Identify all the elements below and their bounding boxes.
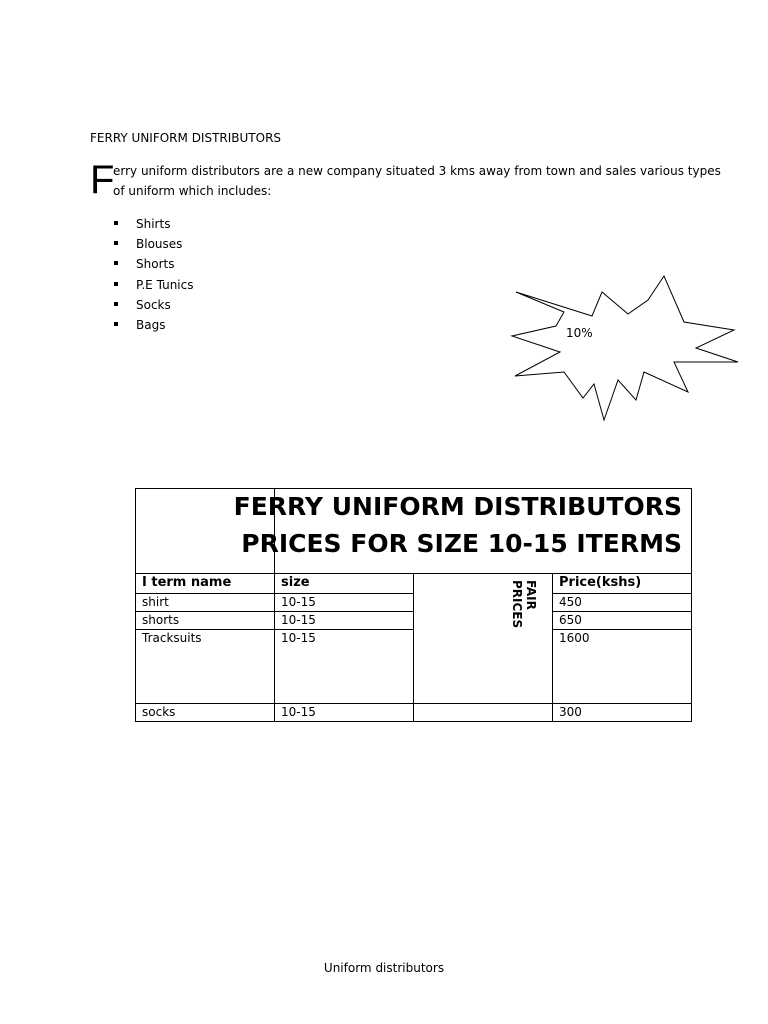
uniform-list [114,216,193,337]
list-item [114,317,193,337]
row-1-name: shirt [142,595,169,609]
burst-label: 10% [566,326,593,340]
list-item-label: Socks [136,297,171,312]
row-3-size: 10-15 [281,631,316,645]
starburst-outline [512,276,738,420]
row-1-size: 10-15 [281,595,316,609]
list-item [114,277,193,297]
list-item-label: Shirts [136,217,171,231]
drop-cap: F [90,158,115,202]
row-line-3a [135,629,414,630]
list-item-label: Shorts [136,257,175,272]
square-bullet-icon [114,322,118,326]
table-heading-line-2: PRICES FOR SIZE 10-15 ITERMS [241,529,682,558]
row-3-name: Tracksuits [142,631,202,645]
col-header-size: size [281,575,310,590]
row-4-size: 10-15 [281,705,316,719]
list-item [114,256,193,276]
row-line-4 [135,703,692,704]
row-line-2b [552,611,692,612]
row-line-3b [552,629,692,630]
fair-prices-line-1: FAIR [524,580,538,610]
page-footer: Uniform distributors [323,961,445,975]
row-2-size: 10-15 [281,613,316,627]
row-1-price: 450 [559,595,582,609]
square-bullet-icon [114,241,118,245]
row-2-name: shorts [142,613,180,627]
row-3-price: 1600 [559,631,590,645]
row-2-price: 650 [559,613,582,627]
table-border-left [135,488,136,722]
row-line-1b [552,593,692,594]
row-4-name: socks [142,705,176,719]
table-border-right [691,488,692,722]
list-item-label: Blouses [136,237,183,252]
col-divider-3 [552,573,553,722]
row-4-price: 300 [559,705,582,719]
intro-text-line-2: of uniform which includes: [113,184,272,198]
row-line-2a [135,611,414,612]
col-divider-2 [413,573,414,722]
table-border-top [135,488,692,489]
intro-text-line-1: erry uniform distributors are a new company situated 3 kms away from town and sales various types [113,164,721,178]
square-bullet-icon [114,261,118,265]
fair-prices-line-2: PRICES [510,580,524,629]
list-item-label: Bags [136,317,166,332]
list-item-label: P.E Tunics [136,277,194,292]
fair-prices-cell [506,580,546,640]
square-bullet-icon [114,282,118,286]
document-title: FERRY UNIFORM DISTRIBUTORS [90,131,282,145]
list-item [114,236,193,256]
row-line-1a [135,593,414,594]
starburst-shape[interactable] [508,272,740,422]
square-bullet-icon [114,302,118,306]
list-item [114,216,193,236]
square-bullet-icon [114,221,118,225]
col-header-price: Price(kshs) [559,575,642,590]
table-heading-line-1: FERRY UNIFORM DISTRIBUTORS [233,492,682,521]
col-header-item: I term name [142,575,232,590]
price-table [135,488,692,722]
list-item [114,297,193,317]
col-divider-1 [274,573,275,722]
